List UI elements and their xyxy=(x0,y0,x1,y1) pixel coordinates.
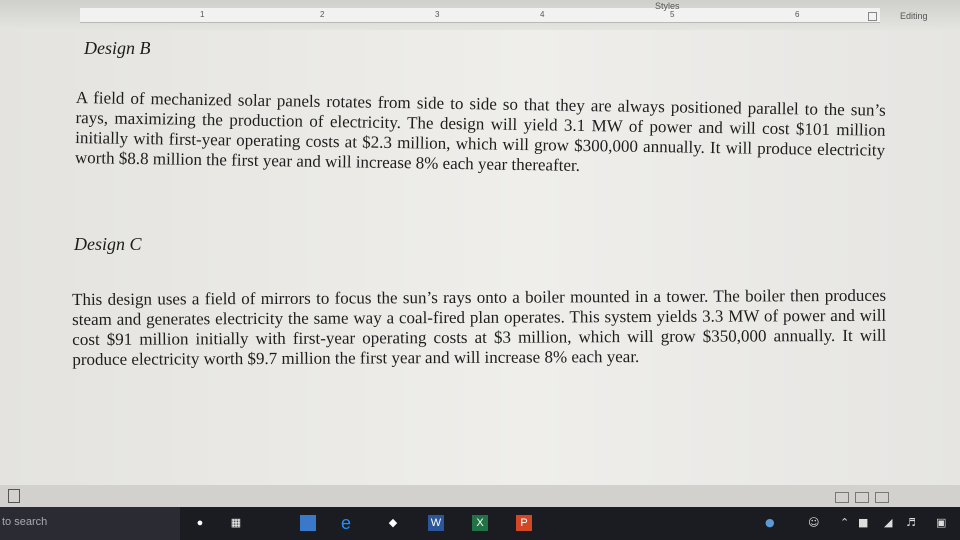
ruler-number: 3 xyxy=(435,10,440,19)
print-layout-icon[interactable] xyxy=(855,492,869,503)
horizontal-ruler[interactable] xyxy=(80,8,880,23)
styles-group-label: Styles xyxy=(655,1,680,11)
design-c-heading: Design C xyxy=(74,234,142,254)
edge-icon[interactable]: e xyxy=(340,513,351,533)
design-b-paragraph: A field of mechanized solar panels rotates from side to side so that they are always positioned parallel to the sun’s rays, maximizing the production of electricity. The design will yield 3.1 MW of power and will cost $101 million initially with first-year operating costs at $2.3 million, which will grow $300,000 annually. It will produce electricity worth $8.8 million the first year and will increase 8% each year thereafter. xyxy=(74,88,886,175)
design-b-heading: Design B xyxy=(84,38,151,58)
powerpoint-icon[interactable]: P xyxy=(516,515,532,531)
styles-dialog-launcher-icon[interactable] xyxy=(868,12,877,21)
task-view-icon[interactable]: ▦ xyxy=(230,517,242,529)
proofing-icon[interactable] xyxy=(8,489,20,503)
design-c-paragraph: This design uses a field of mirrors to focus the sun’s rays onto a boiler mounted in a tower. The boiler then produces steam and generates electricity the same way a coal-fired plan operates. This system yields 3.3 MW of power and will cost $91 million initially with first-year operating costs at $3 million, which will grow $350,000 annually. It will produce electricity worth $9.7 million the first year and will increase 8% each year. xyxy=(72,285,887,369)
help-icon[interactable]: ● xyxy=(765,516,775,529)
notifications-icon[interactable]: ▣ xyxy=(936,516,947,529)
ribbon xyxy=(0,0,960,30)
microphone-icon[interactable]: ● xyxy=(196,517,204,529)
show-hidden-icons-icon[interactable]: ⌃ xyxy=(840,516,850,529)
taskbar-search[interactable] xyxy=(0,507,180,540)
document-page[interactable] xyxy=(0,30,960,485)
taskbar xyxy=(0,507,960,540)
web-layout-icon[interactable] xyxy=(875,492,889,503)
editing-group-button[interactable]: Editing xyxy=(900,11,928,21)
volume-icon[interactable]: ♬ xyxy=(906,516,916,529)
status-bar xyxy=(0,485,960,507)
file-explorer-icon[interactable] xyxy=(300,515,316,531)
ruler-number: 5 xyxy=(670,10,675,19)
ruler-number: 1 xyxy=(200,10,205,19)
wifi-icon[interactable]: ◢ xyxy=(884,516,893,529)
word-icon[interactable]: W xyxy=(428,515,444,531)
store-icon[interactable]: ◆ xyxy=(388,517,398,529)
network-icon[interactable]: ■ xyxy=(858,516,869,529)
search-placeholder: to search xyxy=(2,516,48,528)
ruler-number: 6 xyxy=(795,10,800,19)
read-mode-icon[interactable] xyxy=(835,492,849,503)
ruler-number: 2 xyxy=(320,10,325,19)
view-buttons[interactable] xyxy=(835,490,915,502)
excel-icon[interactable]: X xyxy=(472,515,488,531)
people-icon[interactable]: ☺ xyxy=(808,516,820,529)
ruler-number: 4 xyxy=(540,10,545,19)
